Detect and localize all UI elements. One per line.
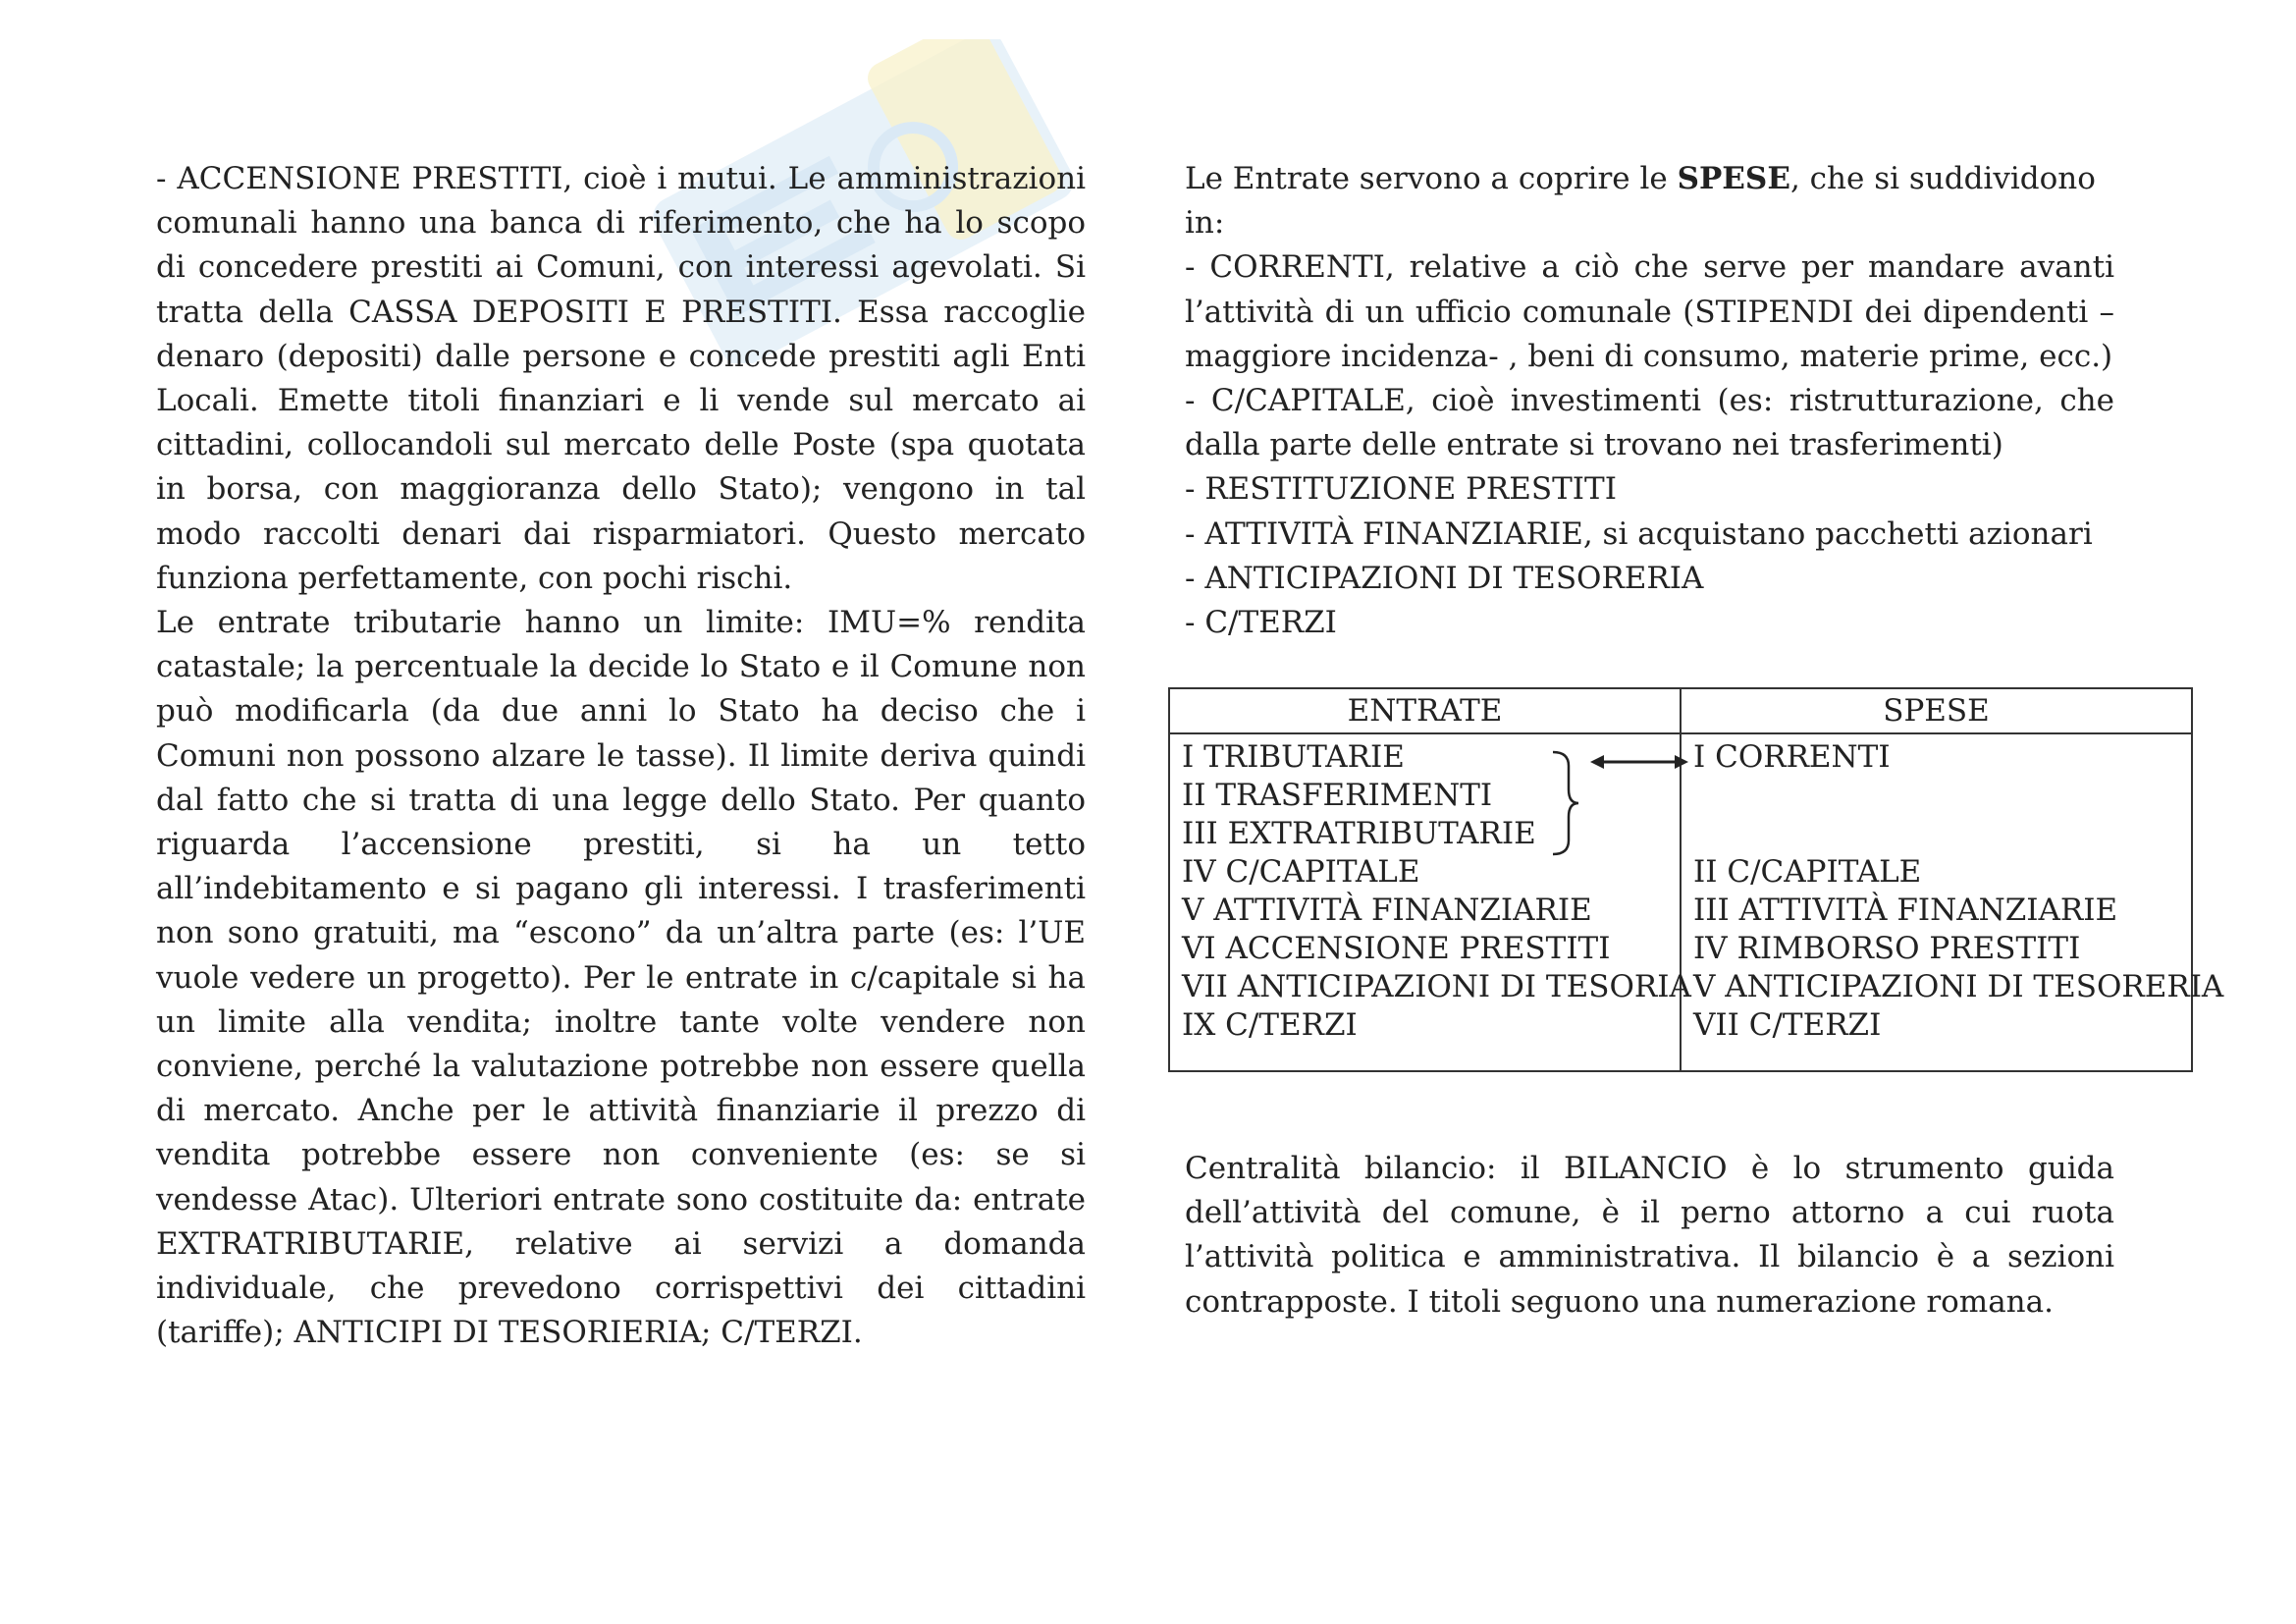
spese-correnti: - CORRENTI, relative a ciò che serve per mandare avanti l’attività di un ufficio comunale (STIPENDI dei dipendenti –maggiore incidenza- , beni di consumo, materie prime, ecc.) [1185,249,2114,374]
spese-table-item: IV RIMBORSO PRESTITI [1693,931,2081,966]
spese-table-item: I CORRENTI [1693,739,1891,775]
spese-keyword: SPESE [1677,161,1790,196]
entrate-item: I TRIBUTARIE [1182,739,1405,775]
spese-table-item: V ANTICIPAZIONI DI TESORERIA [1693,969,2224,1004]
spese-item: - ANTICIPAZIONI DI TESORERIA [1185,560,1704,596]
entrate-item: IX C/TERZI [1182,1007,1358,1043]
header-spese: SPESE [1681,688,2192,733]
paragraph-entrate-tributarie: Le entrate tributarie hanno un limite: IMU=% rendita catastale; la percentuale la decide lo Stato e il Comune non può modificarla (da due anni lo Stato ha deciso che i Comuni non possono alzare le tasse). Il limite deriva quindi dal fatto che si tratta di una legge dello Stato. Per quanto riguarda l’accensione prestiti, si ha un tetto all’indebitamento e si pagano gli interessi. I trasferimenti non sono gratuiti, ma “escono” da un’altra parte (es: l’UE vuole vedere un progetto). Per le entrate in c/capitale si ha un limite alla vendita; inoltre tante volte vendere non conviene, perché la valutazione potrebbe non essere quella di mercato. Anche per le attività finanziarie il prezzo di vendita potrebbe essere non conveniente (es: se si vendesse Atac). Ulteriori entrate sono costituite da: entrate EXTRATRIBUTARIE, relative ai servizi a domanda individuale, che prevedono corrispettivi dei cittadini (tariffe); ANTICIPI DI TESORIERIA; C/TERZI. [156,605,1086,1351]
spese-intro-end: , che si suddividono in: [1185,161,2096,242]
spese-capitale: - C/CAPITALE, cioè investimenti (es: ristrutturazione, che dalla parte delle entrate si trovano nei trasferimenti) [1185,383,2114,463]
bilancio-table [1168,687,2224,1072]
spese-item: - C/TERZI [1185,605,1337,641]
entrate-item: IV C/CAPITALE [1182,854,1420,890]
entrate-item: II TRASFERIMENTI [1182,778,1493,813]
centralita-bilancio: Centralità bilancio: il BILANCIO è lo strumento guida dell’attività del comune, è il perno attorno a cui ruota l’attività politica e amministrativa. Il bilancio è a sezioni contrapposte. I titoli seguono una numerazione romana. [1185,1151,2114,1320]
entrate-cell [1169,733,1691,1071]
spese-intro [1185,157,2114,245]
bilancio-table-wrap [1168,687,2224,1072]
left-column [156,157,1086,1355]
spese-item: - ATTIVITÀ FINANZIARIE, si acquistano pacchetti azionari [1185,515,2093,552]
right-column [1185,157,2114,645]
table-header-row [1169,688,2192,733]
paragraph-accensione-prestiti: - ACCENSIONE PRESTITI, cioè i mutui. Le amministrazioni comunali hanno una banca di riferimento, che ha lo scopo di concedere prestiti ai Comuni, con interessi agevolati. Si tratta della CASSA DEPOSITI E PRESTITI. Essa raccoglie denaro (depositi) dalle persone e concede prestiti agli Enti Locali. Emette titoli finanziari e li vende sul mercato ai cittadini, collocandoli sul mercato delle Poste (spa quotata in borsa, con maggioranza dello Stato); vengono in tal modo raccolti denari dai risparmiatori. Questo mercato funziona perfettamente, con pochi rischi. [156,161,1086,596]
spese-table-item: III ATTIVITÀ FINANZIARIE [1693,893,2118,928]
entrate-item: V ATTIVITÀ FINANZIARIE [1182,893,1592,928]
spese-item: - RESTITUZIONE PRESTITI [1185,471,1617,508]
entrate-item: III EXTRATRIBUTARIE [1182,816,1536,851]
spese-cell [1681,733,2224,1071]
spese-table-item: II C/CAPITALE [1693,854,1922,890]
table-row [1169,733,2192,1071]
spese-table-item: VII C/TERZI [1693,1007,1882,1043]
header-entrate: ENTRATE [1169,688,1681,733]
spese-intro-start: Le Entrate servono a coprire le [1185,161,1678,196]
entrate-item: VII ANTICIPAZIONI DI TESORIA [1182,969,1691,1004]
entrate-item: VI ACCENSIONE PRESTITI [1182,931,1611,966]
